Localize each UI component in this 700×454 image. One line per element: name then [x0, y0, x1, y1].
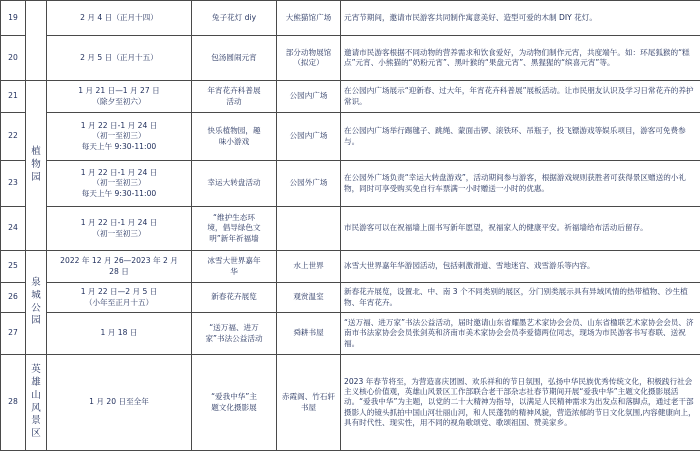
description-cell: 冰雪大世界嘉年华游园活动，包括刺激滑道、雪地迷宫、戏雪游乐等内容。 — [341, 251, 700, 283]
table-row — [1, 355, 700, 451]
description-cell: “送万福、进万家”书法公益活动，届时邀请山东省耀墨艺术家协会会员、山东省楹联艺术家协会会员、济南市书法家协会会员张剑英和济南市美术家协会会员李爱德两位同志，现场为市民游客书写春联、送祝福。 — [341, 313, 700, 355]
park-name-zoo — [26, 1, 47, 81]
location-cell: 赤霞阁、竹石轩 书屋 — [277, 355, 341, 451]
date-cell: 1 月 18 日 — [47, 313, 192, 355]
table-row — [1, 113, 700, 161]
date-cell: 2 月 5 日（正月十五） — [47, 36, 192, 81]
location-cell: 水上世界 — [277, 251, 341, 283]
location-cell: 公园内广场 — [277, 113, 341, 161]
activity-cell: “爱我中华”主 题文化摄影展 — [192, 355, 277, 451]
location-cell — [277, 207, 341, 251]
location-cell: 公园内广场 — [277, 81, 341, 113]
date-cell: 1 月 22 日-1 月 24 日 （初一至初三） 每天上午 9:30-11:00 — [47, 113, 192, 161]
table-row — [1, 207, 700, 251]
activity-cell: 快乐植物园，趣 味小游戏 — [192, 113, 277, 161]
activity-cell: 幸运大转盘活动 — [192, 161, 277, 207]
date-cell: 1 月 22 日-1 月 24 日 （初一至初三） 每天上午 9:30-11:00 — [47, 161, 192, 207]
description-cell: 2023 年春节将至，为营造喜庆团圆、欢乐祥和的节日氛围，弘扬中华民族优秀传统文化，积极践行社会主义核心价值观，英雄山风景区工作部联合老干部杂志社春节期间开展“爱我中华”主题文化摄影展活动。“爱我中华”为主题，以党的二十大精神为指导，以满足人民精神需求为出发点和落脚点，通过老干部摄影人的镜头抓拍中国山河壮丽山河，和人民蓬勃的精神风貌，营造浓郁的节日文化氛围,内容健康向上，具有时代性、现实性，用不同的视角歌颂党、歌颂祖国、赞美家乡。 — [341, 355, 700, 451]
table-row — [1, 313, 700, 355]
row-number: 28 — [1, 355, 26, 451]
park-name-quancheng — [26, 251, 47, 355]
date-cell: 2 月 4 日（正月十四） — [47, 1, 192, 36]
row-number: 22 — [1, 113, 26, 161]
table-row — [1, 251, 700, 283]
activity-cell: 新春花卉展览 — [192, 283, 277, 313]
row-number: 23 — [1, 161, 26, 207]
location-cell: 公园外广场 — [277, 161, 341, 207]
park-label: 植 物 园 — [31, 146, 41, 183]
row-number: 25 — [1, 251, 26, 283]
location-cell: 舜耕书屋 — [277, 313, 341, 355]
row-number: 24 — [1, 207, 26, 251]
description-cell: 在公园外广场负责“幸运大转盘游戏”，活动期间参与游客，根据游戏规则获胜者可获得景区赠送的小礼物，同时可享受购买免自行车票满一小时赠送一小时的优惠。 — [341, 161, 700, 207]
row-number: 20 — [1, 36, 26, 81]
park-name-yingxiong — [26, 355, 47, 451]
row-number: 19 — [1, 1, 26, 36]
location-cell: 部分动物展馆 （拟定） — [277, 36, 341, 81]
activity-cell: “维护生态环 境，倡导绿色文 明”新年祈福墙 — [192, 207, 277, 251]
date-cell: 2022 年 12 月 26—2023 年 2 月 28 日 — [47, 251, 192, 283]
activity-cell: 年宵花卉科普展 活动 — [192, 81, 277, 113]
activity-cell: 兔子花灯 diy — [192, 1, 277, 36]
table-row — [1, 161, 700, 207]
park-label: 英 雄 山 风 景 区 — [31, 364, 41, 440]
description-cell: 邀请市民游客根据不同动物的营养需求和饮食爱好，为动物们制作元宵，共度端午。如：环尾狐猴的“糕点”元宵、小熊猫的“奶粉元宵”、黑叶猴的“果盘元宵”、黑猩猩的“缤喜元宵”等。 — [341, 36, 700, 81]
table-row — [1, 1, 700, 36]
description-cell: 元宵节期间，邀请市民游客共同制作寓意美好、造型可爱的木制 DIY 花灯。 — [341, 1, 700, 36]
location-cell: 大熊猫馆广场 — [277, 1, 341, 36]
row-number: 27 — [1, 313, 26, 355]
description-cell: 在公园内广场举行踢毽子、跳绳、蒙面击锣、滚铁环、吊瓶子，投飞镖游戏等娱乐项目，游客可免费参与。 — [341, 113, 700, 161]
location-cell: 观赏温室 — [277, 283, 341, 313]
park-name-botanical — [26, 81, 47, 251]
row-number: 21 — [1, 81, 26, 113]
date-cell: 1 月 22 日-1 月 24 日 （初一至初三） — [47, 207, 192, 251]
table-row — [1, 36, 700, 81]
description-cell: 新春花卉展览，设置北、中、南 3 个不同类别的展区，分门别类展示具有异域风情的热带植物、沙生植物、年宵花卉。 — [341, 283, 700, 313]
table-row — [1, 81, 700, 113]
date-cell: 1 月 21 日—1 月 27 日 （除夕至初六） — [47, 81, 192, 113]
park-label: 泉 城 公 园 — [31, 276, 41, 327]
description-cell: 在公园内广场展示“迎新春、过大年，年宵花卉科普展”展板活动。让市民朋友认识及学习日常花卉的养护常识。 — [341, 81, 700, 113]
row-number: 26 — [1, 283, 26, 313]
date-cell: 1 月 20 日至全年 — [47, 355, 192, 451]
activity-cell: “送万福、进万 家”书法公益活动 — [192, 313, 277, 355]
activity-cell: 包汤圆闹元宵 — [192, 36, 277, 81]
table-row — [1, 283, 700, 313]
description-cell: 市民游客可以在祝福墙上面书写新年愿望，祝福家人的健康平安。祈福墙给布活动后留存。 — [341, 207, 700, 251]
date-cell: 1 月 22 日—2 月 5 日 （小年至正月十五） — [47, 283, 192, 313]
activity-cell: 冰雪大世界嘉年 华 — [192, 251, 277, 283]
